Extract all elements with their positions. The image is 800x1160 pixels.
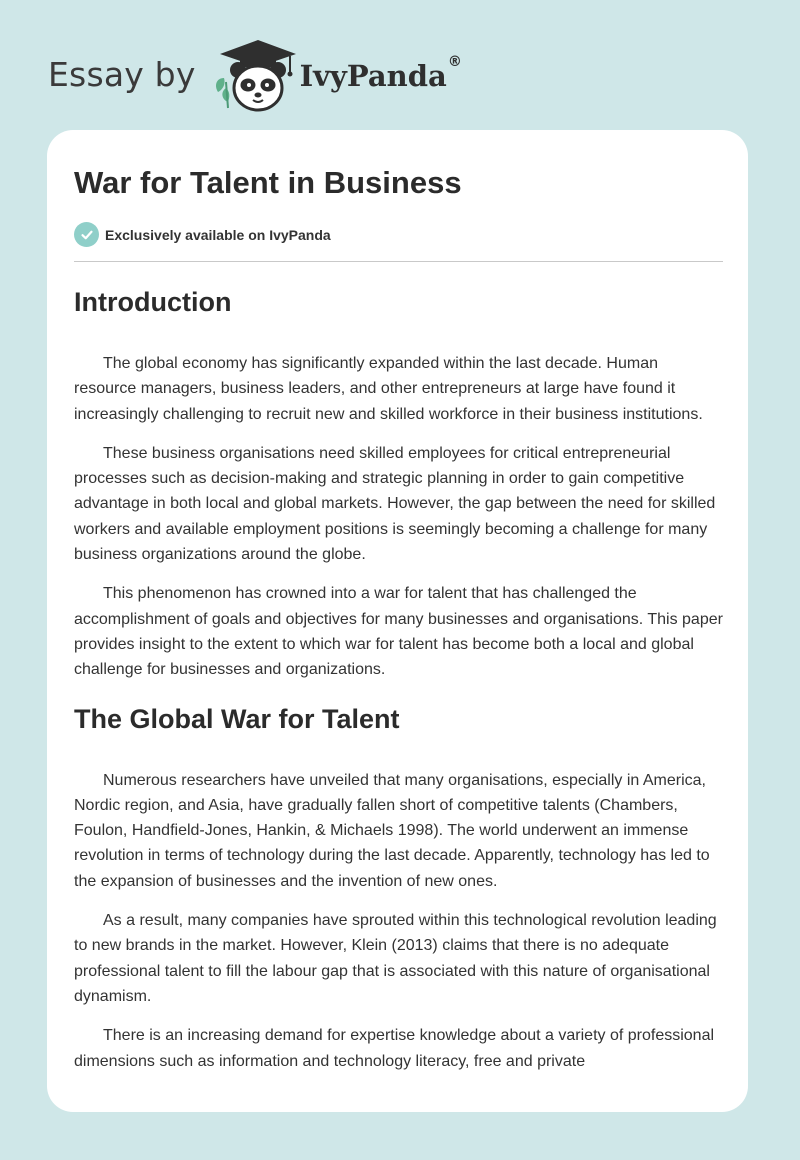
exclusive-badge: [74, 222, 331, 247]
section-heading: Introduction: [74, 287, 232, 317]
registered-mark: ®: [447, 54, 462, 70]
brand-name: IvyPanda: [299, 59, 447, 93]
paragraph: These business organisations need skilled employees for critical entrepreneurial processes such as decision-making and strategic planning in order to gain competitive advantage in both local and global markets. However, the gap between the need for skilled workers and available employment positions is seemingly becoming a challenge for many business organizations around the globe.: [74, 444, 716, 564]
paragraph: The global economy has significantly expanded within the last decade. Human resource managers, business leaders, and other entrepreneurs at large have found it increasingly challenging to recruit new and skilled workforce in their business institutions.: [74, 355, 703, 423]
check-circle-icon: [74, 222, 99, 247]
section-global-war-for-talent: [74, 697, 724, 1074]
paragraph: As a result, many companies have sprouted within this technological revolution leading to new brands in the market. However, Klein (2013) claims that there is no adequate professional talent to fill the labour gap that is associated with this nature of organisational dynamism.: [74, 912, 717, 1005]
paragraph: There is an increasing demand for expertise knowledge about a variety of professional dimensions such as information and technology literacy, free and private: [74, 1027, 715, 1070]
paragraph: This phenomenon has crowned into a war for talent that has challenged the accomplishment of goals and objectives for many businesses and organisations. This paper provides insight to the extent to which war for talent has become both a local and global challenge for businesses and organizations.: [74, 585, 723, 679]
panda-graduate-icon: [210, 38, 298, 114]
essay-content: [74, 280, 724, 1088]
essay-card: [47, 130, 748, 1112]
section-heading: The Global War for Talent: [74, 703, 400, 734]
exclusive-label: Exclusively available on IvyPanda: [105, 226, 331, 243]
section-introduction: [74, 280, 724, 683]
brand-prefix: Essay by: [48, 54, 196, 94]
essay-title: War for Talent in Business: [74, 165, 462, 200]
brand-header: [48, 34, 462, 114]
paragraph: Numerous researchers have unveiled that many organisations, especially in America, Nordic region, and Asia, have gradually fallen short of competitive talents (Chambers, Foulon, Handfield-Jones, Hankin, & Michaels 1998). The world underwent an immense revolution in terms of technology during the last decade. Apparently, technology has led to the expansion of businesses and the invention of new ones.: [74, 771, 710, 890]
divider: [74, 261, 723, 262]
